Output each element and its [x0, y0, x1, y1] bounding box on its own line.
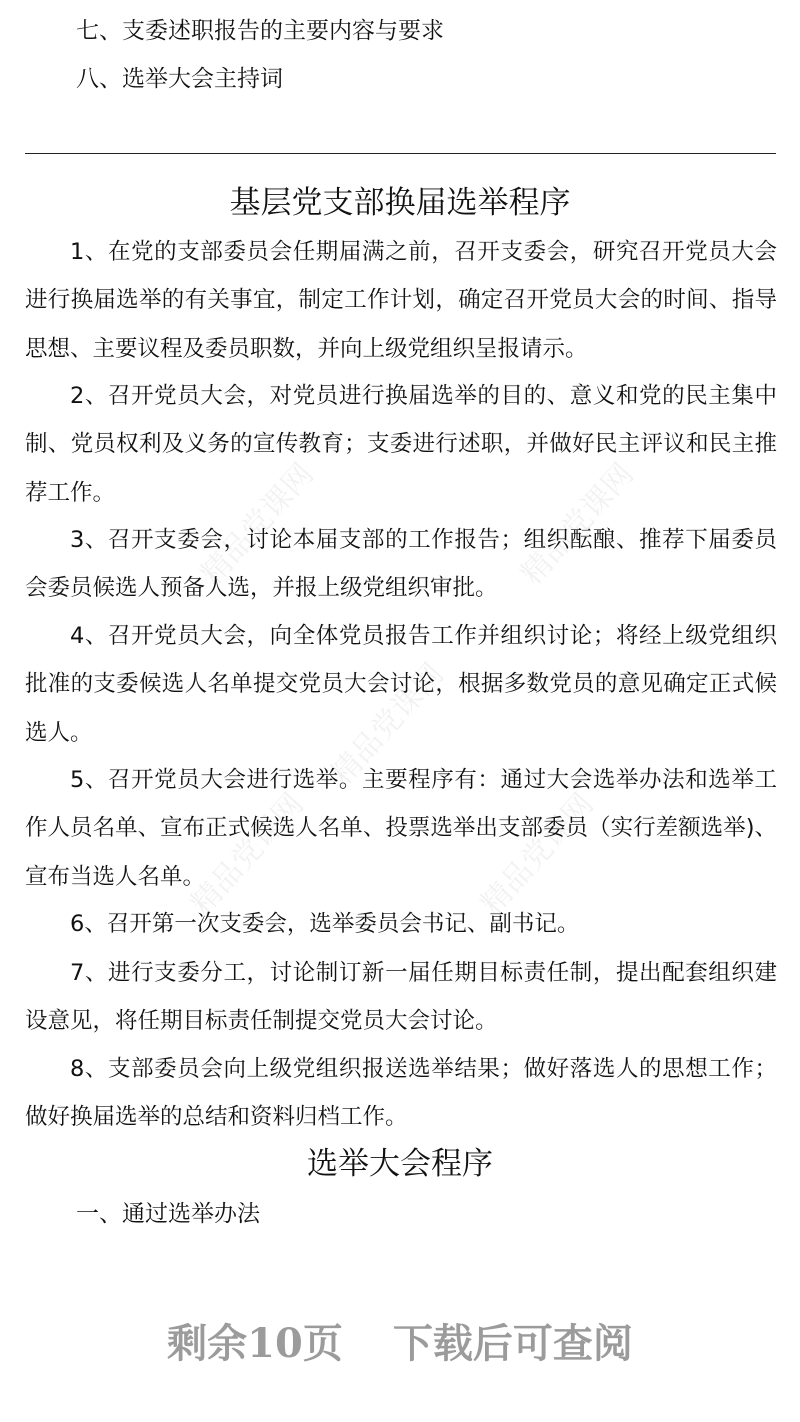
procedure-paragraph-6: 6、召开第一次支委会，选举委员会书记、副书记。	[70, 911, 580, 937]
procedure-paragraph-7: 7、进行支委分工，讨论制订新一届任期目标责任制，提出配套组织建设意见，将任期目标责任制提交党员大会讨论。	[25, 960, 777, 1035]
download-label[interactable]: 下载后可查阅	[392, 1320, 633, 1367]
procedure-paragraph-8: 8、支部委员会向上级党组织报送选举结果；做好落选人的思想工作；做好换届选举的总结和资料归档工作。	[25, 1056, 777, 1131]
procedure-paragraph-3: 3、召开支委会，讨论本届支部的工作报告；组织酝酿、推荐下届委员会委员候选人预备人选，并报上级党组织审批。	[25, 527, 777, 602]
procedure-paragraph-5: 5、召开党员大会进行选举。主要程序有：通过大会选举办法和选举工作人员名单、宣布正式候选人名单、投票选举出支部委员（实行差额选举)、宣布当选人名单。	[25, 767, 777, 890]
watermark: 精品党课网	[324, 656, 451, 792]
procedure-paragraph-2: 2、召开党员大会，对党员进行换届选举的目的、意义和党的民主集中制、党员权利及义务的宣传教育；支委进行述职，并做好民主评议和民主推荐工作。	[25, 383, 777, 506]
meeting-step-1: 一、通过选举办法	[76, 1201, 260, 1227]
remaining-pages-label: 剩余10页	[167, 1320, 343, 1367]
watermark: 精品党课网	[194, 456, 321, 592]
section-title-election-procedure: 基层党支部换届选举程序	[229, 185, 571, 221]
section-divider	[25, 153, 776, 154]
procedure-paragraph-1: 1、在党的支部委员会任期届满之前，召开支委会，研究召开党员大会进行换届选举的有关事宜，制定工作计划，确定召开党员大会的时间、指导思想、主要议程及委员职数，并向上级党组织呈报请示。	[25, 239, 777, 362]
watermark: 精品党课网	[184, 786, 311, 922]
watermark: 精品党课网	[474, 786, 601, 922]
section-title-election-meeting: 选举大会程序	[307, 1146, 493, 1182]
procedure-paragraph-4: 4、召开党员大会，向全体党员报告工作并组织讨论；将经上级党组织批准的支委候选人名单提交党员大会讨论，根据多数党员的意见确定正式候选人。	[25, 623, 777, 746]
toc-item-8: 八、选举大会主持词	[76, 66, 283, 92]
watermark: 精品党课网	[514, 456, 641, 592]
toc-item-7: 七、支委述职报告的主要内容与要求	[76, 18, 444, 44]
download-prompt-banner[interactable]	[0, 1318, 800, 1370]
